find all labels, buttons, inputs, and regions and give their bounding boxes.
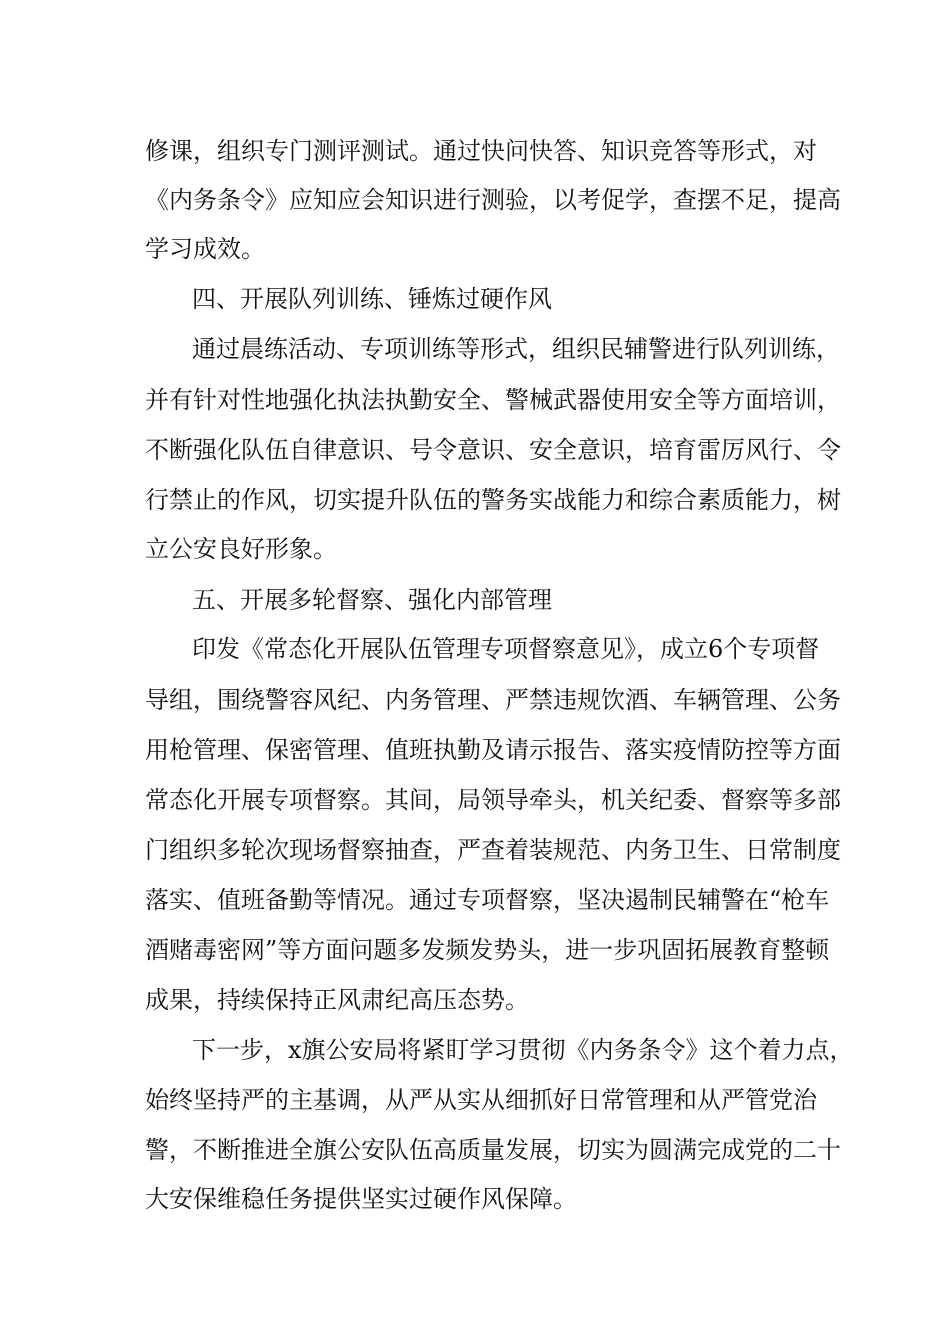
body-text-line: 落实、值班备勤等情况。通过专项督察，坚决遏制民辅警在“枪车: [145, 886, 830, 914]
body-text-line: 用枪管理、保密管理、值班执勤及请示报告、落实疫情防控等方面: [145, 736, 841, 764]
body-text-line: 导组，围绕警容风纪、内务管理、严禁违规饮酒、车辆管理、公务: [145, 686, 841, 714]
body-text-line: 警，不断推进全旗公安队伍高质量发展，切实为圆满完成党的二十: [145, 1136, 841, 1164]
body-text-line: 下一步，x旗公安局将紧盯学习贯彻《内务条令》这个着力点，: [192, 1036, 854, 1064]
body-text-line: 大安保维稳任务提供坚实过硬作风保障。: [145, 1185, 577, 1213]
body-text-line: 行禁止的作风，切实提升队伍的警务实战能力和综合素质能力，树: [145, 486, 841, 514]
body-text-line: 成果，持续保持正风肃纪高压态势。: [145, 986, 529, 1014]
body-text-line: 《内务条令》应知应会知识进行测验，以考促学，查摆不足，提高: [145, 186, 841, 214]
body-text-line: 始终坚持严的主基调，从严从实从细抓好日常管理和从严管党治: [145, 1086, 817, 1114]
body-text-line: 常态化开展专项督察。其间，局领导牵头，机关纪委、督察等多部: [145, 786, 841, 814]
body-text-line: 酒赌毒密网”等方面问题多发频发势头，进一步巩固拓展教育整顿: [145, 936, 830, 964]
body-text-line: 通过晨练活动、专项训练等形式，组织民辅警进行队列训练，: [192, 335, 840, 363]
body-text-line: 门组织多轮次现场督察抽查，严查着装规范、内务卫生、日常制度: [145, 836, 841, 864]
body-text-line: 不断强化队伍自律意识、号令意识、安全意识，培育雷厉风行、令: [145, 436, 841, 464]
section-heading: 四、开展队列训练、锤炼过硬作风: [192, 285, 552, 313]
body-text-line: 印发《常态化开展队伍管理专项督察意见》，成立6个专项督: [192, 635, 820, 663]
section-heading: 五、开展多轮督察、强化内部管理: [192, 586, 552, 614]
body-text-line: 修课，组织专门测评测试。通过快问快答、知识竞答等形式，对: [145, 137, 817, 165]
body-text-line: 立公安良好形象。: [145, 535, 337, 563]
body-text-line: 学习成效。: [145, 235, 265, 263]
body-text-line: 并有针对性地强化执法执勤安全、警械武器使用安全等方面培训，: [145, 386, 841, 414]
